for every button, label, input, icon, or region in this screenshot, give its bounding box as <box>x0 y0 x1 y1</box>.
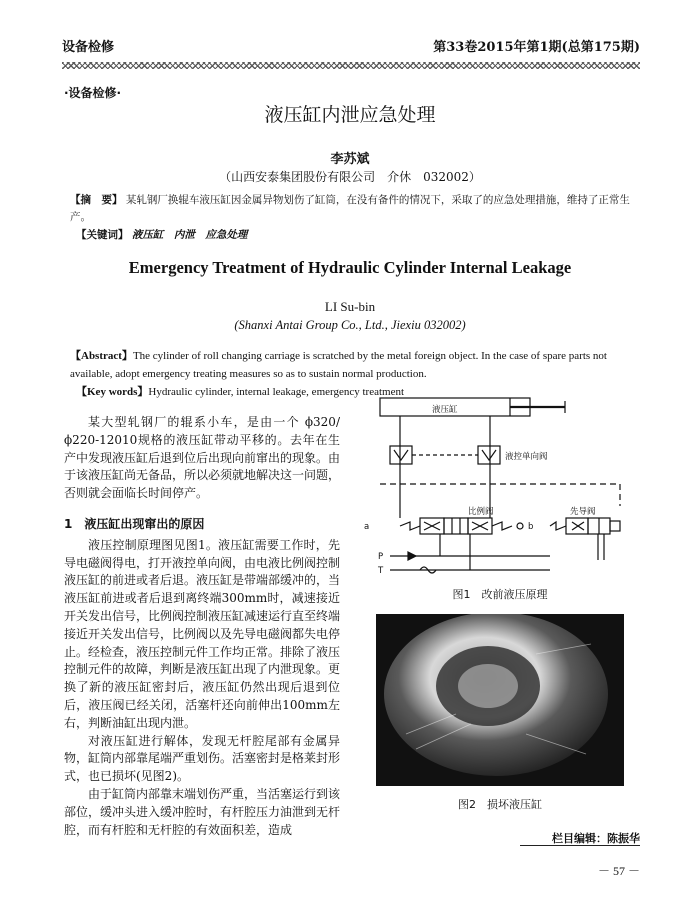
label-p: P <box>378 552 384 562</box>
header-rule <box>62 62 640 69</box>
body-para-1: 液压控制原理图见图1。液压缸需要工作时，先导电磁阀得电，打开液控单向阀，由电液比例阀控制液压缸的前进或者后退。液压缸是带端部缓冲的，当液压缸前进或者后退到离终端300mm时，减速接近开关发出信号，比例阀控制液压缸减速运行直至终端接近开关发出信号，比例阀以及先导电磁阀都失电停止。经检查，液压控制元件工作均正常。排除了液压控制元件的故障，判断是液压缸出现了内泄现象。更换了新的液压缸密封后，液压缸仍然出现后退到位后，液压阀已经关闭，活塞杆还向前伸出100mm左右，判断油缸出现内泄。 <box>64 537 341 730</box>
section-tag: ·设备检修· <box>64 86 122 100</box>
section-1-heading: 1 液压缸出现窜出的原因 <box>64 516 205 531</box>
abstract-en-text: The cylinder of roll changing carriage is scratched by the metal foreign object. In the case of spare parts not available, adopt emergency treating measures so as to sustain normal production. <box>70 350 607 380</box>
body-para-2: 对液压缸进行解体，发现无杆腔尾部有金属异物，缸筒内部靠尾端严重划伤。活塞密封是格莱封形式，也已损坏(见图2)。 <box>64 733 341 784</box>
body-left-column <box>64 414 340 839</box>
title-cn: 液压缸内泄应急处理 <box>264 104 436 126</box>
body-intro: 某大型轧钢厂的辊系小车，是由一个 ϕ320/ϕ220-12010规格的液压缸带动平移的。去年在生产中发现液压缸后退到位后出现向前窜出的现象。由于该液压缸尚无备品，所以必须就地解决这一问题，否则就会面临长时间停产。 <box>64 415 341 501</box>
label-proportional-valve: 比例阀 <box>468 507 494 517</box>
issue-info: 第33卷2015年第1期(总第175期) <box>433 40 640 55</box>
editor-rule <box>520 845 640 846</box>
column-editor: 栏目编辑：陈振华 <box>552 832 640 845</box>
label-b: b <box>528 522 534 532</box>
abstract-cn-label: 【摘 要】 <box>70 194 123 206</box>
check-valve-left <box>390 446 412 464</box>
journal-name: 设备检修 <box>62 40 115 55</box>
affiliation-cn: （山西安泰集团股份有限公司 介休 032002） <box>219 170 481 184</box>
label-cylinder: 液压缸 <box>432 405 458 415</box>
prop-valve-cell-2 <box>444 518 468 534</box>
label-a: a <box>364 522 370 532</box>
keywords-en-text: Hydraulic cylinder, internal leakage, emergency treatment <box>148 386 405 398</box>
label-pilot-valve: 先导阀 <box>570 507 596 517</box>
abstract-cn-text: 某轧钢厂换辊车液压缸因金属异物划伤了缸筒，在没有备件的情况下，采取了的应急处理措施，维持了正常生产。 <box>70 194 630 223</box>
abstract-en <box>70 347 640 383</box>
abstract-cn <box>70 192 640 226</box>
running-header <box>62 36 640 58</box>
affiliation-en: (Shanxi Antai Group Co., Ltd., Jiexiu 032002) <box>234 318 466 332</box>
page-number: － 57 － <box>597 864 640 878</box>
author-en: LI Su-bin <box>324 299 376 314</box>
body-para-3: 由于缸筒内部靠末端划伤严重，当活塞运行到该部位，缓冲头进入缓冲腔时，有杆腔压力油泄到无杆腔，而有杆腔和无杆腔的有效面积差，造成 <box>64 786 341 837</box>
keywords-cn-text: 液压缸 内泄 应急处理 <box>131 229 248 241</box>
label-t: T <box>378 566 384 576</box>
figure-1-hydraulic-schematic <box>360 388 640 584</box>
keywords-en <box>76 383 404 399</box>
keywords-en-label: 【Key words】 <box>76 386 149 398</box>
check-valve-right <box>478 446 500 464</box>
keywords-cn-label: 【关键词】 <box>76 229 129 241</box>
keywords-cn <box>76 227 247 242</box>
title-en: Emergency Treatment of Hydraulic Cylinder Internal Leakage <box>128 258 572 277</box>
figure-2-damaged-cylinder-photo <box>376 614 624 786</box>
figure-1-caption: 图1 改前液压原理 <box>452 588 548 601</box>
abstract-en-label: 【Abstract】 <box>70 350 133 362</box>
figure-2-caption: 图2 损坏液压缸 <box>458 798 542 811</box>
label-check-valve: 液控单向阀 <box>505 452 548 462</box>
author-cn: 李苏斌 <box>330 152 370 167</box>
